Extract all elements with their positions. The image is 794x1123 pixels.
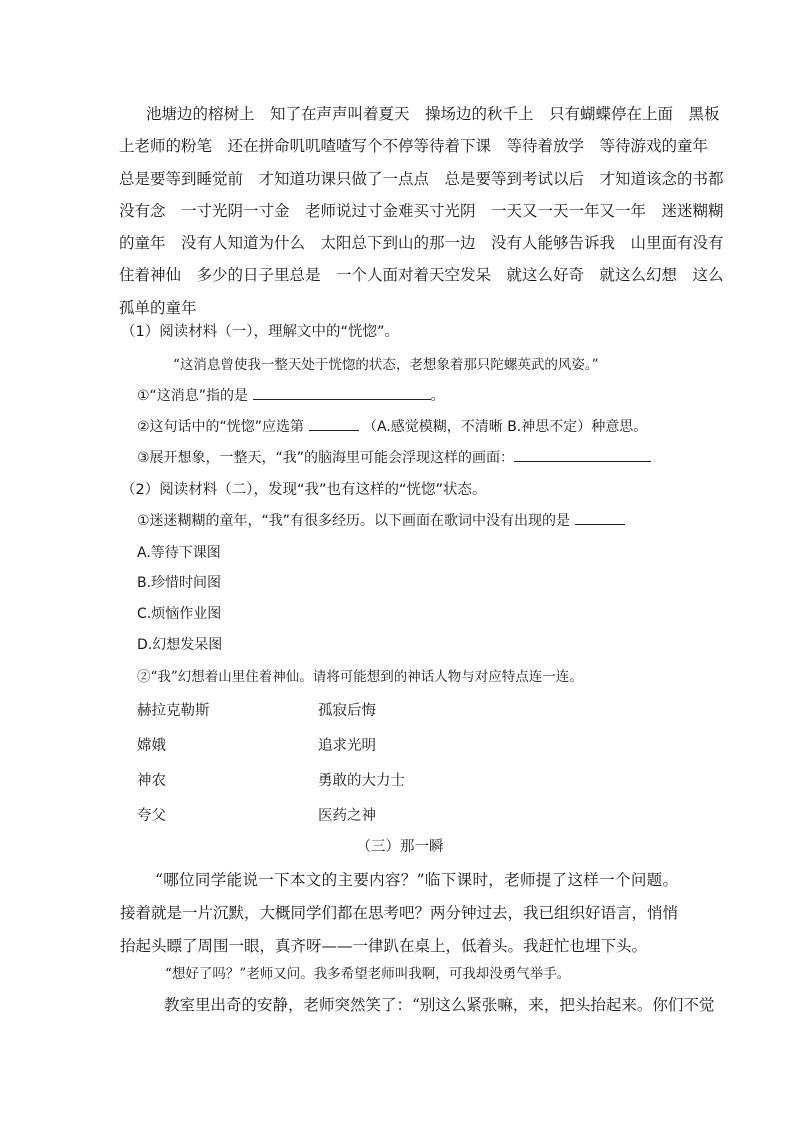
match-right-item: 追求光明 [318, 738, 376, 754]
lyric-line: 没有念 一寸光阴一寸金 老师说过寸金难买寸光阴 一天又一天一年又一年 迷迷糊糊 [119, 201, 724, 220]
match-left-item: 嫦娥 [137, 738, 166, 754]
match-right-item: 勇敢的大力士 [318, 773, 405, 789]
answer-blank-1c[interactable] [514, 449, 651, 462]
match-right-item: 孤寂后悔 [318, 703, 376, 719]
question-1a-text: ①“这消息”指的是 [137, 388, 249, 404]
match-left-item: 夸父 [137, 808, 166, 824]
question-2b: ②“我”幻想着山里住着神仙。请将可能想到的神话人物与对应特点连一连。 [137, 669, 583, 685]
option-a: A.等待下课图 [137, 545, 221, 561]
lyric-line: 孤单的童年 [119, 298, 197, 317]
question-1c-text: ③展开想象，一整天，“我”的脑海里可能会浮现这样的画面： [137, 450, 515, 466]
question-2-title: （2）阅读材料（二），发现“我”也有这样的“恍惚”状态。 [121, 482, 487, 498]
lyric-line: 上老师的粉笔 还在拼命叽叽喳喳写个不停等待着下课 等待着放学 等待游戏的童年 [119, 137, 709, 156]
story-paragraph [138, 989, 715, 1022]
answer-blank-2a[interactable] [575, 512, 625, 525]
section-title: （三）那一瞬 [356, 839, 444, 855]
story-paragraph-2: “想好了吗？”老师又问。我多希望老师叫我啊，可我却没勇气举手。 [165, 966, 571, 982]
option-c: C.烦恼作业图 [137, 606, 222, 622]
question-1b-text: ②这句话中的“恍惚”应选第 [137, 419, 305, 435]
match-right-item: 医药之神 [318, 808, 376, 824]
match-left-item: 赫拉克勒斯 [137, 703, 210, 719]
question-1a-end: 。 [430, 388, 445, 404]
question-1c [137, 447, 651, 467]
question-1-quote: “这消息曾使我一整天处于恍惚的状态，老想象着那只陀螺英武的风姿。” [173, 357, 599, 373]
story-paragraph [138, 958, 678, 991]
question-1a [137, 385, 445, 405]
story-paragraph-3: 教室里出奇的安静，老师突然笑了：“别这么紧张嘛，来，把头抬起来。你们不觉 [164, 996, 715, 1014]
answer-blank-1a[interactable] [253, 387, 431, 400]
option-d: D.幻想发呆图 [137, 637, 223, 653]
lyric-line: 的童年 没有人知道为什么 太阳总下到山的那一边 没有人能够告诉我 山里面有没有 [119, 234, 724, 253]
question-1-title: （1）阅读材料（一），理解文中的“恍惚”。 [121, 324, 399, 340]
answer-blank-1b[interactable] [309, 418, 359, 431]
story-paragraph [120, 864, 679, 963]
question-1b-options: （A.感觉模糊，不清晰 B.神思不定）种意思。 [362, 419, 648, 435]
question-2a-text: ①迷迷糊糊的童年，“我”有很多经历。以下画面在歌词中没有出现的是 [137, 513, 571, 529]
story-paragraph-1: “哪位同学能说一下本文的主要内容？”临下课时，老师提了这样一个问题。接着就是一片沉默，大概同学们都在思考吧？两分钟过去，我已组织好语言，悄悄抬起头瞟了周围一眼，真齐呀——一律趴在桌上，低着头。我赶忙也埋下头。 [120, 871, 679, 955]
match-left-item: 神农 [137, 773, 166, 789]
question-1b [137, 416, 647, 436]
lyric-line: 住着神仙 多少的日子里总是 一个人面对着天空发呆 就这么好奇 就这么幻想 这么 [119, 266, 724, 285]
lyric-line: 总是要等到睡觉前 才知道功课只做了一点点 总是要等到考试以后 才知道该念的书都 [119, 169, 724, 188]
lyrics-passage [119, 98, 724, 324]
question-2a [137, 510, 625, 530]
lyric-line: 池塘边的榕树上 知了在声声叫着夏天 操场边的秋千上 只有蝴蝶停在上面 黑板 [146, 105, 720, 123]
option-b: B.珍惜时间图 [137, 575, 222, 591]
